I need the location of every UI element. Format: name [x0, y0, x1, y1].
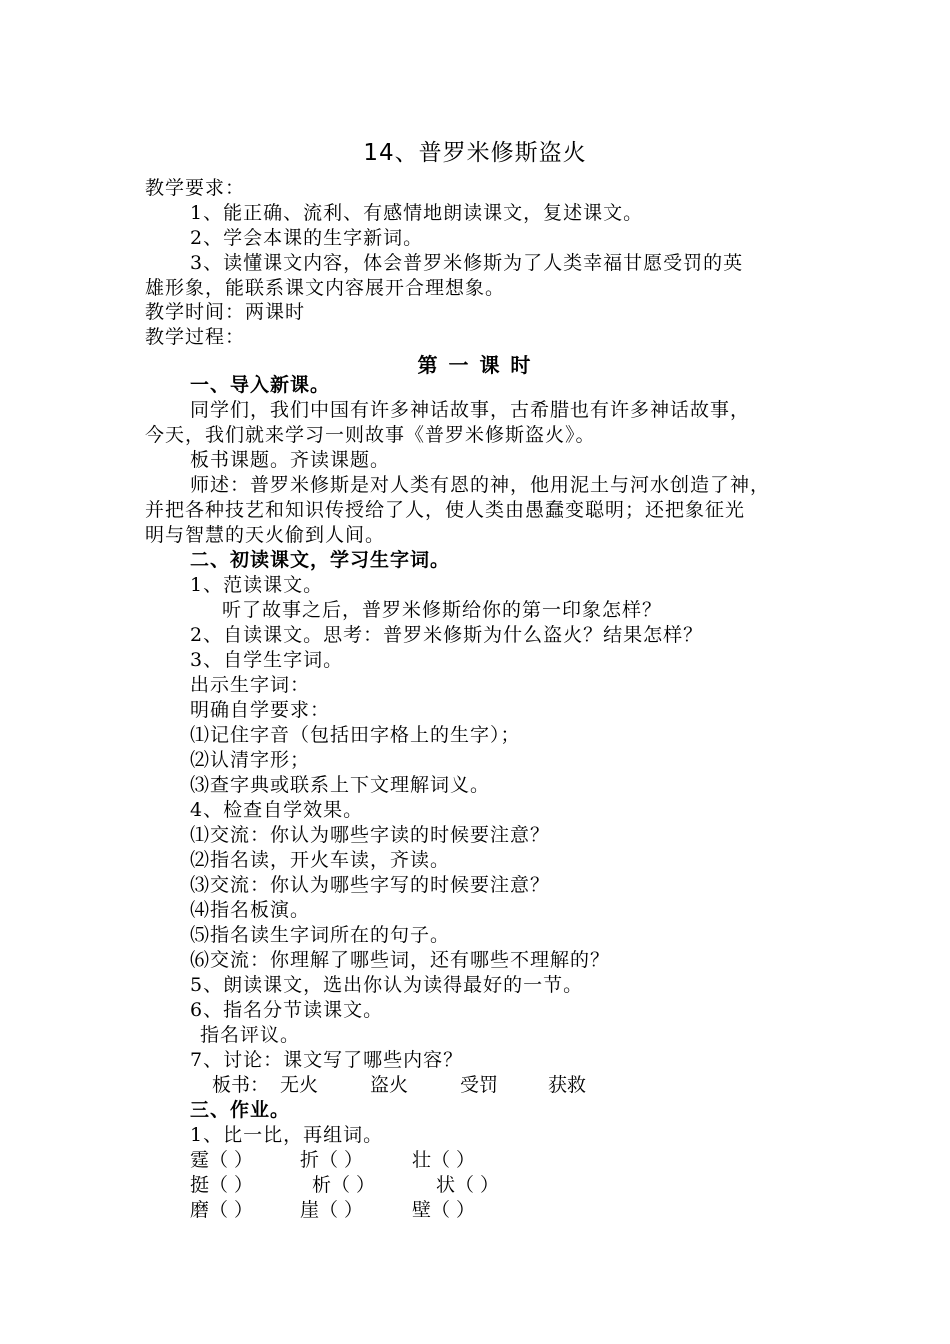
step-line: 指名评议。	[200, 1024, 301, 1046]
section-heading: 一、导入新课。	[190, 374, 331, 396]
paragraph-line: 并把各种技艺和知识传授给了人，使人类由愚蠢变聪明；还把象征光	[145, 499, 746, 521]
paragraph-line: 同学们，我们中国有许多神话故事，古希腊也有许多神话故事，	[190, 399, 751, 421]
word-cell: 壮（ ）	[412, 1149, 476, 1171]
step-line: 4、检查自学效果。	[190, 799, 364, 821]
step-line: ⑶查字典或联系上下文理解词义。	[190, 774, 491, 796]
step-line: ⑹交流：你理解了哪些词，还有哪些不理解的？	[190, 949, 611, 971]
teaching-time-value: 两课时	[245, 301, 306, 323]
page-title: 14、普罗米修斯盗火	[363, 140, 587, 166]
board-item: 盗火	[370, 1074, 409, 1096]
step-line: 6、指名分节读课文。	[190, 999, 384, 1021]
step-line: 听了故事之后，普罗米修斯给你的第一印象怎样？	[222, 599, 663, 621]
teaching-time-label: 教学时间：	[145, 301, 246, 323]
word-cell: 挺（ ）	[190, 1174, 254, 1196]
step-line: ⑵认清字形；	[190, 749, 311, 771]
step-line: 2、自读课文。思考：普罗米修斯为什么盗火？结果怎样？	[190, 624, 704, 646]
requirement-item: 3、读懂课文内容，体会普罗米修斯为了人类幸福甘愿受罚的英	[190, 252, 744, 274]
step-line: ⑸指名读生字词所在的句子。	[190, 924, 451, 946]
paragraph-line: 今天，我们就来学习一则故事《普罗米修斯盗火》。	[145, 424, 596, 446]
requirement-item: 2、学会本课的生字新词。	[190, 227, 424, 249]
board-label: 板书：	[212, 1074, 270, 1096]
step-line: 出示生字词：	[190, 674, 311, 696]
paragraph-line: 板书课题。齐读课题。	[190, 449, 391, 471]
step-line: 7、讨论：课文写了哪些内容？	[190, 1049, 464, 1071]
section-heading: 二、初读课文，学习生字词。	[190, 549, 451, 571]
requirement-item: 1、能正确、流利、有感情地朗读课文，复述课文。	[190, 202, 644, 224]
process-heading: 教学过程：	[145, 326, 246, 348]
requirements-heading: 教学要求：	[145, 177, 246, 199]
homework-task: 1、比一比，再组词。	[190, 1124, 384, 1146]
section-heading: 三、作业。	[190, 1099, 291, 1121]
word-cell: 磨（ ）	[190, 1199, 254, 1221]
step-line: ⑶交流：你认为哪些字写的时候要注意？	[190, 874, 551, 896]
word-cell: 折（ ）	[300, 1149, 364, 1171]
step-line: 5、朗读课文，选出你认为读得最好的一节。	[190, 974, 584, 996]
requirement-item: 雄形象，能联系课文内容展开合理想象。	[145, 277, 506, 299]
board-item: 无火	[280, 1074, 319, 1096]
board-item: 获救	[548, 1074, 587, 1096]
word-cell: 崖（ ）	[300, 1199, 364, 1221]
step-line: ⑴交流：你认为哪些字读的时候要注意？	[190, 824, 551, 846]
step-line: 1、范读课文。	[190, 574, 324, 596]
word-cell: 霆（ ）	[190, 1149, 254, 1171]
word-cell: 壁（ ）	[412, 1199, 476, 1221]
word-cell: 状（ ）	[436, 1174, 500, 1196]
paragraph-line: 师述：普罗米修斯是对人类有恩的神，他用泥土与河水创造了神，	[190, 474, 771, 496]
step-line: ⑵指名读，开火车读，齐读。	[190, 849, 451, 871]
step-line: ⑴记住字音（包括田字格上的生字）；	[190, 724, 521, 746]
word-cell: 析（ ）	[312, 1174, 376, 1196]
board-item: 受罚	[460, 1074, 499, 1096]
step-line: ⑷指名板演。	[190, 899, 311, 921]
paragraph-line: 明与智慧的天火偷到人间。	[145, 524, 386, 546]
lesson-title: 第 一 课 时	[417, 353, 533, 377]
step-line: 明确自学要求：	[190, 699, 331, 721]
teaching-time	[145, 300, 305, 325]
step-line: 3、自学生字词。	[190, 649, 344, 671]
